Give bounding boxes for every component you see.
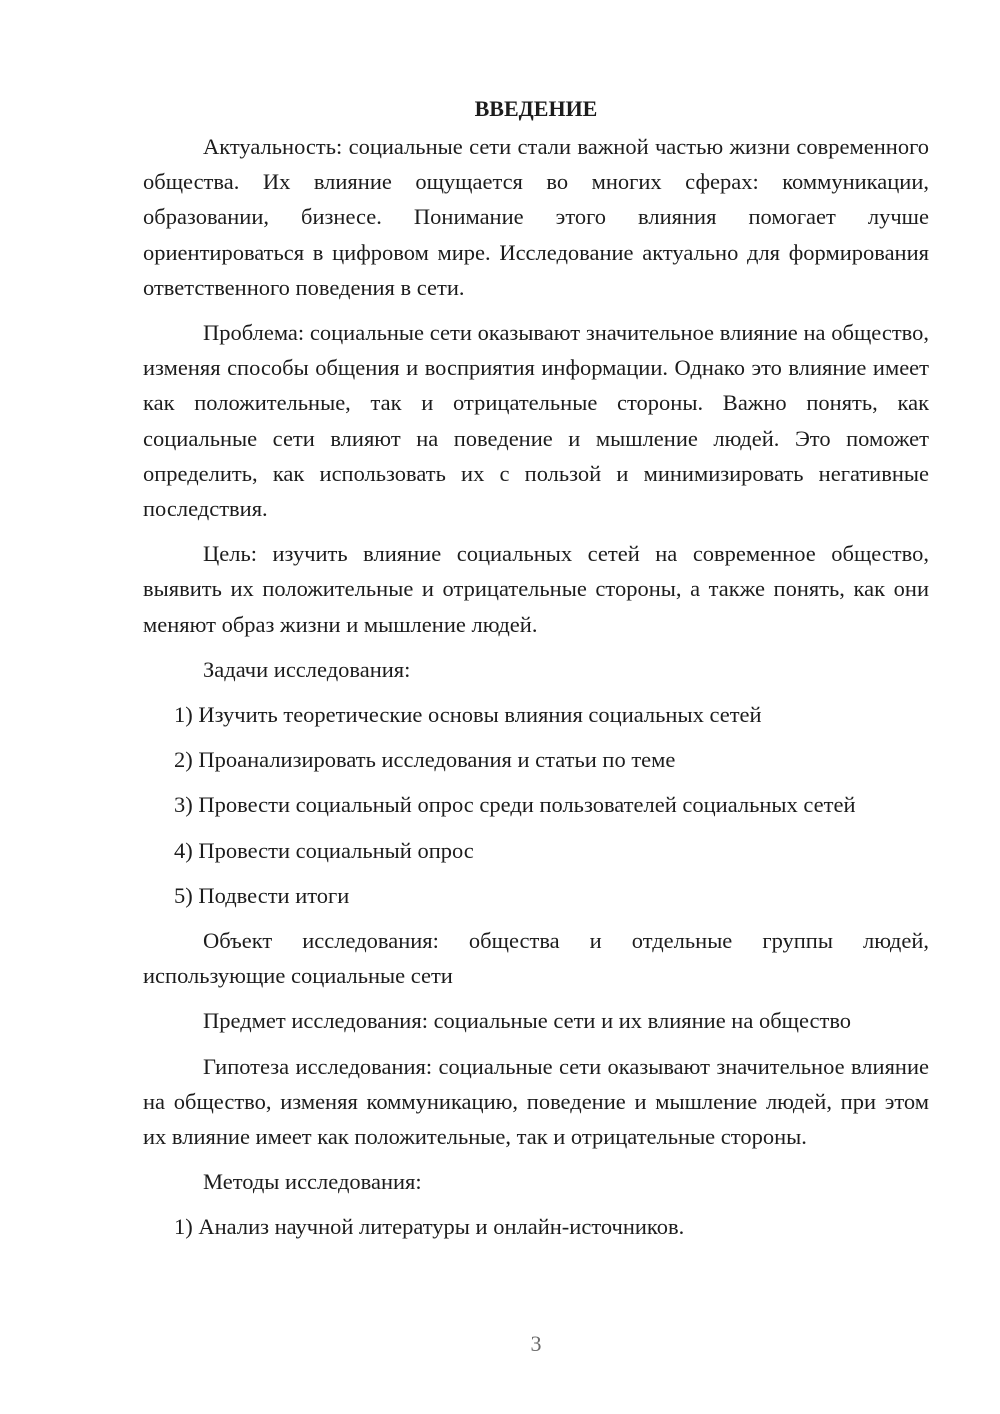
document-body [143, 91, 929, 1255]
tasks-list [143, 697, 929, 913]
list-item: 3) Провести социальный опрос среди пользователей социальных сетей [174, 792, 856, 818]
paragraph-relevance: Актуальность: социальные сети стали важной частью жизни современного общества. Их влияние ощущается во многих сферах: коммуникации, образовании, бизнесе. Понимание этого влияния помогает лучше ориентироваться в цифровом мире. Исследование актуально для формирования ответственного поведения в сети. [143, 134, 929, 300]
list-item: 1) Изучить теоретические основы влияния социальных сетей [174, 702, 762, 728]
paragraph-object: Объект исследования: общества и отдельные группы людей, использующие социальные сети [143, 928, 929, 989]
tasks-heading: Задачи исследования: [203, 656, 411, 682]
methods-heading: Методы исследования: [203, 1169, 422, 1195]
methods-list [143, 1209, 929, 1244]
paragraph-subject: Предмет исследования: социальные сети и их влияние на общество [203, 1008, 852, 1034]
list-item: 2) Проанализировать исследования и статьи по теме [174, 747, 676, 773]
paragraph-hypothesis: Гипотеза исследования: социальные сети оказывают значительное влияние на общество, изменяя коммуникацию, поведение и мышление людей, при этом их влияние имеет как положительные, так и отрицательные стороны. [143, 1053, 929, 1150]
list-item: 4) Провести социальный опрос [174, 837, 474, 863]
paragraph-goal: Цель: изучить влияние социальных сетей на современное общество, выявить их положительные и отрицательные стороны, а также понять, как они меняют образ жизни и мышление людей. [143, 541, 929, 637]
paragraph-problem: Проблема: социальные сети оказывают значительное влияние на общество, изменяя способы общения и восприятия информации. Однако это влияние имеет как положительные, так и отрицательные стороны. Важно понять, как социальные сети влияют на поведение и мышление людей. Это поможет определить, как использовать их с пользой и минимизировать негативные последствия. [143, 320, 929, 522]
section-title: ВВЕДЕНИЕ [474, 96, 598, 121]
list-item: 1) Анализ научной литературы и онлайн-источников. [174, 1214, 685, 1240]
list-item: 5) Подвести итоги [174, 882, 350, 908]
page-number: 3 [530, 1331, 542, 1356]
